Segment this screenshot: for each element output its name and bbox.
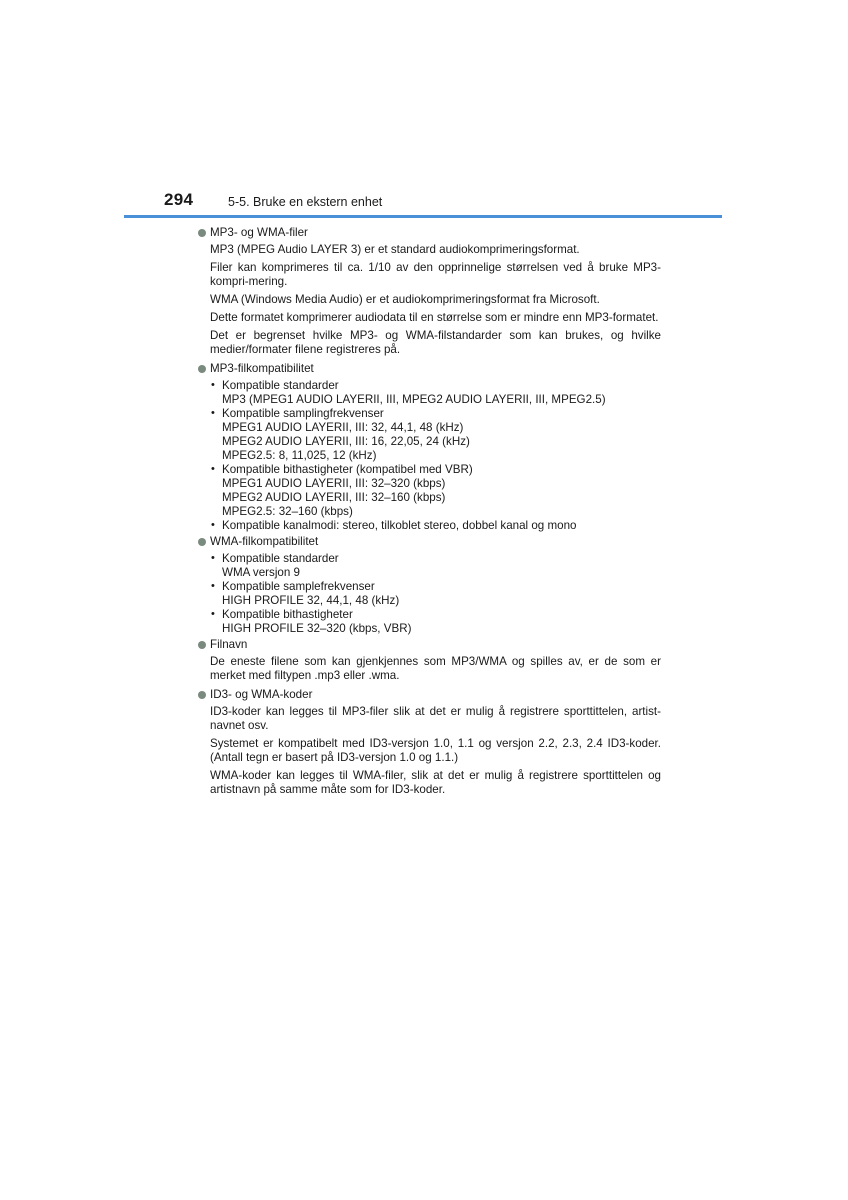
section-heading — [197, 362, 661, 376]
page-number: 294 — [164, 190, 194, 209]
paragraph: De eneste filene som kan gjenkjennes som MP3/WMA og spilles av, er de som er merket med filtypen .mp3 eller .wma. — [210, 655, 661, 682]
list-item-detail: MPEG2.5: 32–160 (kbps) — [222, 505, 353, 518]
page-content — [197, 224, 661, 801]
list-item-label: Kompatible bithastigheter (kompatibel med VBR) — [222, 463, 473, 476]
list-item-label: Kompatible bithastigheter — [222, 608, 353, 621]
list-item-detail: MPEG2 AUDIO LAYERII, III: 16, 22,05, 24 (kHz) — [222, 435, 470, 448]
list-item-detail: HIGH PROFILE 32, 44,1, 48 (kHz) — [222, 594, 400, 607]
paragraph: ID3-koder kan legges til MP3-filer slik at det er mulig å registrere sporttittelen, artist-navnet osv. — [210, 705, 661, 732]
small-bullet-icon: • — [211, 580, 215, 592]
section-heading — [197, 226, 661, 240]
section-heading-text: WMA-filkompatibilitet — [210, 535, 319, 548]
list-item — [210, 463, 661, 477]
small-bullet-icon: • — [211, 463, 215, 475]
section-heading-text: MP3- og WMA-filer — [210, 226, 308, 239]
small-bullet-icon: • — [211, 519, 215, 531]
list-item-detail: WMA versjon 9 — [222, 566, 300, 579]
paragraph: WMA (Windows Media Audio) er et audiokomprimeringsformat fra Microsoft. — [210, 293, 600, 306]
small-bullet-icon: • — [211, 608, 215, 620]
section-heading — [197, 638, 661, 652]
bullet-dot-icon — [198, 641, 206, 649]
list-item — [210, 379, 661, 393]
list-item-label: Kompatible standarder — [222, 552, 339, 565]
paragraph: Dette formatet komprimerer audiodata til en størrelse som er mindre enn MP3-formatet. — [210, 311, 659, 324]
list-item-detail: MPEG2.5: 8, 11,025, 12 (kHz) — [222, 449, 377, 462]
small-bullet-icon: • — [211, 552, 215, 564]
small-bullet-icon: • — [211, 407, 215, 419]
bullet-dot-icon — [198, 229, 206, 237]
header-rule — [124, 215, 722, 218]
spec-list — [197, 379, 661, 533]
list-item — [210, 552, 661, 566]
section-heading-text: MP3-filkompatibilitet — [210, 362, 314, 375]
list-item-detail: MP3 (MPEG1 AUDIO LAYERII, III, MPEG2 AUDIO LAYERII, III, MPEG2.5) — [222, 393, 606, 406]
list-item — [210, 608, 661, 622]
paragraph: Det er begrenset hvilke MP3- og WMA-filstandarder som kan brukes, og hvilke medier/formater filene registreres på. — [210, 329, 661, 356]
paragraph: MP3 (MPEG Audio LAYER 3) er et standard audiokomprimeringsformat. — [210, 243, 580, 256]
list-item-detail: HIGH PROFILE 32–320 (kbps, VBR) — [222, 622, 412, 635]
section-heading — [197, 535, 661, 549]
page-header — [0, 0, 848, 220]
list-item-label: Kompatible samplefrekvenser — [222, 580, 375, 593]
list-item-detail: MPEG1 AUDIO LAYERII, III: 32, 44,1, 48 (kHz) — [222, 421, 464, 434]
list-item — [210, 519, 661, 533]
section-heading-text: Filnavn — [210, 638, 248, 651]
list-item-label: Kompatible standarder — [222, 379, 339, 392]
paragraph: WMA-koder kan legges til WMA-filer, slik at det er mulig å registrere sporttittelen og artistnavn på samme måte som for ID3-koder. — [210, 769, 661, 796]
section-heading-text: ID3- og WMA-koder — [210, 688, 313, 701]
list-item — [210, 580, 661, 594]
section-heading — [197, 688, 661, 702]
small-bullet-icon: • — [211, 379, 215, 391]
list-item-label: Kompatible samplingfrekvenser — [222, 407, 384, 420]
paragraph: Filer kan komprimeres til ca. 1/10 av den opprinnelige størrelsen ved å bruke MP3-kompri-mering. — [210, 261, 661, 288]
section-title: 5-5. Bruke en ekstern enhet — [228, 195, 383, 209]
list-item-label: Kompatible kanalmodi: stereo, tilkoblet stereo, dobbel kanal og mono — [222, 519, 577, 532]
bullet-dot-icon — [198, 365, 206, 373]
bullet-dot-icon — [198, 691, 206, 699]
bullet-dot-icon — [198, 538, 206, 546]
list-item-detail: MPEG2 AUDIO LAYERII, III: 32–160 (kbps) — [222, 491, 446, 504]
paragraph: Systemet er kompatibelt med ID3-versjon 1.0, 1.1 og versjon 2.2, 2.3, 2.4 ID3-koder. (Antall tegn er basert på ID3-versjon 1.0 og 1.1.) — [210, 737, 661, 764]
list-item-detail: MPEG1 AUDIO LAYERII, III: 32–320 (kbps) — [222, 477, 446, 490]
spec-list — [197, 552, 661, 636]
list-item — [210, 407, 661, 421]
